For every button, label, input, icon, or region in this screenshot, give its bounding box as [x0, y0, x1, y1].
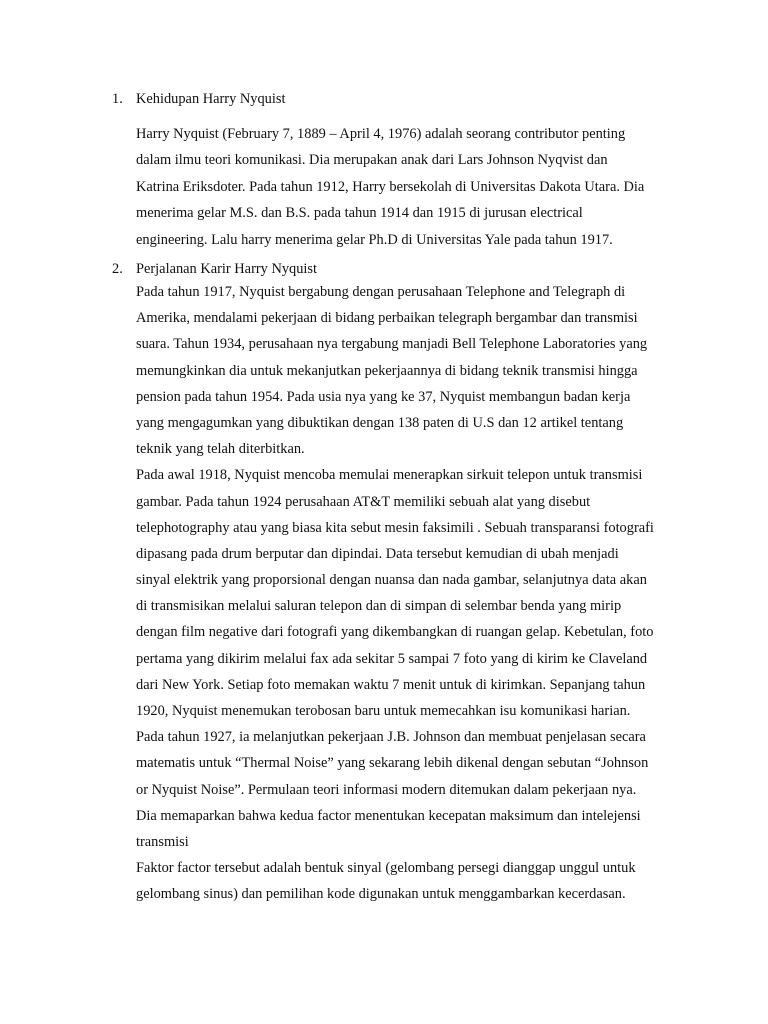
section-body	[136, 121, 676, 253]
text-line: dari New York. Setiap foto memakan waktu 7 menit untuk di kirimkan. Sepanjang tahun	[136, 676, 646, 693]
text-line: telephotography atau yang biasa kita sebut mesin faksimili . Sebuah transparansi fotografi	[136, 519, 654, 536]
section-karir	[112, 259, 672, 908]
text-line: sinyal elektrik yang proporsional dengan nuansa dan nada gambar, selanjutnya data akan	[136, 572, 647, 589]
text-line: gelombang sinus) dan pemilihan kode digunakan untuk menggambarkan kecerdasan.	[136, 886, 626, 903]
list-number: 1.	[112, 91, 123, 107]
text-line: or Nyquist Noise”. Permulaan teori informasi modern ditemukan dalam pekerjaan nya.	[136, 781, 637, 798]
text-line: suara. Tahun 1934, perusahaan nya tergabung manjadi Bell Telephone Laboratories yang	[136, 336, 648, 353]
text-line: Katrina Eriksdoter. Pada tahun 1912, Harry bersekolah di Universitas Dakota Utara. Dia	[136, 178, 645, 195]
section-body	[136, 279, 676, 908]
text-line: dengan film negative dari fotografi yang dikembangkan di ruangan gelap. Kebetulan, foto	[136, 624, 654, 641]
text-line: pension pada tahun 1954. Pada usia nya yang ke 37, Nyquist membangun badan kerja	[136, 388, 631, 405]
text-line: pertama yang dikirim melalui fax ada sekitar 5 sampai 7 foto yang di kirim ke Claveland	[136, 650, 648, 667]
section-kehidupan	[112, 89, 672, 253]
text-line: teknik yang telah diterbitkan.	[136, 441, 305, 458]
text-line: Faktor factor tersebut adalah bentuk sinyal (gelombang persegi dianggap unggul untuk	[136, 860, 636, 877]
text-line: Amerika, mendalami pekerjaan di bidang perbaikan telegraph bergambar dan transmisi	[136, 310, 638, 327]
text-line: dipasang pada drum berputar dan dipindai. Data tersebut kemudian di ubah menjadi	[136, 545, 619, 562]
text-line: memungkinkan dia untuk mekanjutkan pekerjaannya di bidang teknik transmisi hingga	[136, 362, 638, 379]
section-heading	[112, 259, 672, 279]
list-number: 2.	[112, 261, 123, 277]
text-line: matematis untuk “Thermal Noise” yang sekarang lebih dikenal dengan sebutan “Johnson	[136, 755, 649, 772]
text-line: transmisi	[136, 833, 189, 850]
text-line: 1920, Nyquist menemukan terobosan baru untuk memecahkan isu komunikasi harian.	[136, 703, 631, 719]
section-heading	[112, 89, 672, 109]
text-line: dalam ilmu teori komunikasi. Dia merupakan anak dari Lars Johnson Nyqvist dan	[136, 152, 608, 169]
text-line: engineering. Lalu harry menerima gelar Ph.D di Universitas Yale pada tahun 1917.	[136, 231, 613, 248]
text-line: di transmisikan melalui saluran telepon dan di simpan di selembar benda yang mirip	[136, 598, 622, 615]
text-line: menerima gelar M.S. dan B.S. pada tahun 1914 dan 1915 di jurusan electrical	[136, 205, 583, 222]
text-line: Harry Nyquist (February 7, 1889 – April 4, 1976) adalah seorang contributor penting	[136, 126, 626, 142]
text-line: yang mengagumkan yang dibuktikan dengan 138 paten di U.S dan 12 artikel tentang	[136, 414, 624, 431]
section-title: Kehidupan Harry Nyquist	[136, 91, 286, 107]
section-title: Perjalanan Karir Harry Nyquist	[136, 261, 318, 277]
text-line: Pada awal 1918, Nyquist mencoba memulai menerapkan sirkuit telepon untuk transmisi	[136, 467, 643, 484]
text-line: Pada tahun 1917, Nyquist bergabung dengan perusahaan Telephone and Telegraph di	[136, 284, 626, 300]
text-line: Pada tahun 1927, ia melanjutkan pekerjaan J.B. Johnson dan membuat penjelasan secara	[136, 729, 646, 746]
text-line: gambar. Pada tahun 1924 perusahaan AT&T memiliki sebuah alat yang disebut	[136, 493, 591, 510]
text-line: Dia memaparkan bahwa kedua factor menentukan kecepatan maksimum dan intelejensi	[136, 807, 641, 824]
